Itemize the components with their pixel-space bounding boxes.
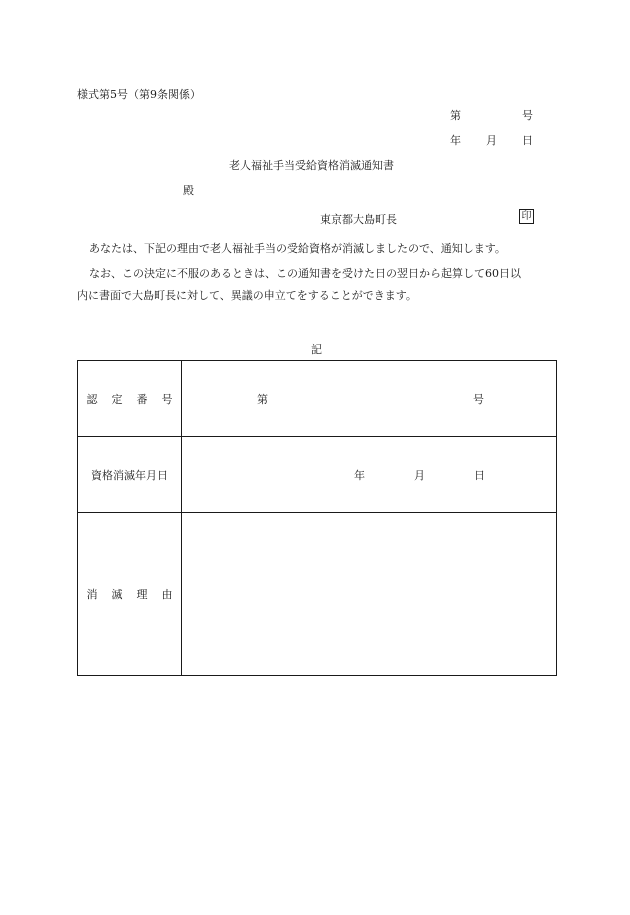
disqualification-year-label: 年 (354, 468, 365, 482)
body-paragraph-2-line-2: 内に書面で大島町長に対して、異議の申立てをすることができます。 (77, 289, 417, 302)
disqualification-date-label-cell (78, 437, 182, 513)
certification-number-prefix: 第 (257, 392, 268, 406)
disqualification-date-value-cell (182, 437, 557, 513)
document-number-prefix: 第 (450, 109, 461, 122)
body-paragraph-2-line-1: なお、この決定に不服のあるときは、この通知書を受けた日の翌日から起算して60日以 (89, 267, 521, 280)
document-number-suffix: 号 (522, 109, 533, 122)
record-heading: 記 (311, 343, 322, 356)
disqualification-date-label: 資格消滅年月日 (91, 468, 168, 482)
certification-number-label-cell (78, 361, 187, 437)
table-row-disqualification-reason (78, 513, 557, 676)
table-row-disqualification-date (78, 437, 557, 513)
date-day-label: 日 (522, 134, 533, 147)
form-label: 様式第5号（第9条関係） (77, 88, 201, 101)
certification-number-value-cell (182, 361, 557, 437)
seal-label: 印 (519, 209, 534, 224)
document-title: 老人福祉手当受給資格消滅通知書 (229, 159, 394, 172)
addressee-suffix: 殿 (183, 184, 194, 197)
certification-number-label: 認定番号 (86, 392, 187, 406)
date-month-label: 月 (486, 134, 497, 147)
disqualification-month-label: 月 (414, 468, 425, 482)
disqualification-reason-value-cell (182, 513, 557, 676)
certification-number-suffix: 号 (473, 392, 484, 406)
table-row-certification-number (78, 361, 557, 437)
issuer-name: 東京都大島町長 (320, 213, 397, 226)
disqualification-reason-label-cell (78, 513, 187, 676)
seal-mark (519, 209, 534, 224)
record-table (77, 360, 557, 676)
disqualification-day-label: 日 (474, 468, 485, 482)
date-year-label: 年 (450, 134, 461, 147)
disqualification-reason-label: 消滅理由 (86, 588, 187, 601)
body-paragraph-1: あなたは、下記の理由で老人福祉手当の受給資格が消滅しましたので、通知します。 (89, 242, 506, 255)
